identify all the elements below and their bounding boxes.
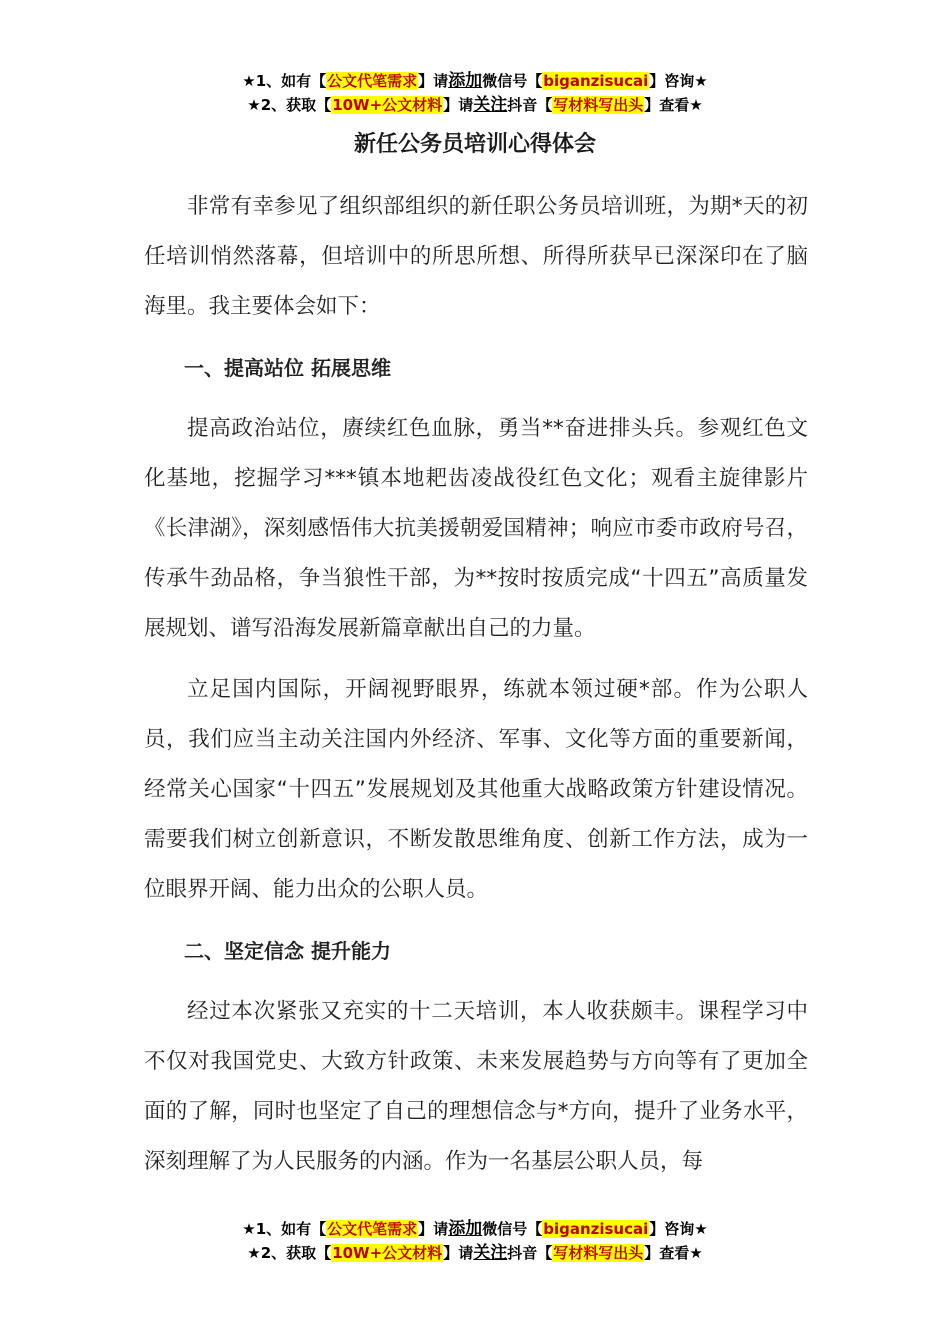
promo-underline: 添加 xyxy=(448,1219,483,1239)
promo-text: ★1、如有【 xyxy=(242,1220,327,1238)
promo-underline: 关注 xyxy=(473,95,508,115)
promo-footer xyxy=(0,1217,950,1265)
promo-text: 微信号【 xyxy=(482,72,543,90)
paragraph-intro: 非常有幸参见了组织部组织的新任职公务员培训班，为期*天的初任培训悄然落幕，但培训中的所思所想、所得所获早已深深印在了脑海里。我主要体会如下： xyxy=(144,194,808,319)
promo-line-1 xyxy=(0,1217,950,1241)
promo-text: 】请 xyxy=(418,1220,449,1238)
promo-text: ★1、如有【 xyxy=(242,72,327,90)
promo-underline: 关注 xyxy=(473,1243,508,1263)
promo-text: 】咨询★ xyxy=(649,1220,708,1238)
document-title: 新任公务员培训心得体会 xyxy=(353,132,596,157)
promo-text: 】请 xyxy=(443,96,474,114)
promo-text: ★2、获取【 xyxy=(247,96,332,114)
promo-line-2 xyxy=(0,93,950,117)
section-heading-2: 二、坚定信念 提升能力 xyxy=(184,939,391,963)
paragraph: 提高政治站位，赓续红色血脉，勇当**奋进排头兵。参观红色文化基地，挖掘学习***镇本地耙齿凌战役红色文化；观看主旋律影片《长津湖》，深刻感悟伟大抗美援朝爱国精神；响应市委市政府号召，传承牛劲品格，争当狼性干部，为**按时按质完成“十四五”高质量发展规划、谱写沿海发展新篇章献出自己的力量。 xyxy=(144,416,808,641)
promo-highlight: 公文代笔需求 xyxy=(327,1220,418,1238)
promo-line-1 xyxy=(0,69,950,93)
promo-highlight: biganzisucai xyxy=(543,72,649,90)
promo-highlight: 写材料写出头 xyxy=(553,1244,644,1262)
promo-highlight: 10W+公文材料 xyxy=(332,96,443,114)
promo-text: 】咨询★ xyxy=(649,72,708,90)
paragraph: 立足国内国际，开阔视野眼界，练就本领过硬*部。作为公职人员，我们应当主动关注国内外经济、军事、文化等方面的重要新闻，经常关心国家“十四五”发展规划及其他重大战略政策方针建设情况。需要我们树立创新意识，不断发散思维角度、创新工作方法，成为一位眼界开阔、能力出众的公职人员。 xyxy=(144,677,808,902)
promo-header xyxy=(0,69,950,117)
promo-text: 】请 xyxy=(443,1244,474,1262)
promo-highlight: biganzisucai xyxy=(543,1220,649,1238)
promo-text: 抖音【 xyxy=(507,1244,553,1262)
promo-highlight: 10W+公文材料 xyxy=(332,1244,443,1262)
promo-highlight: 写材料写出头 xyxy=(553,96,644,114)
promo-text: 】请 xyxy=(418,72,449,90)
promo-text: 】查看★ xyxy=(644,1244,703,1262)
document-body xyxy=(144,182,808,1198)
paragraph: 经过本次紧张又充实的十二天培训，本人收获颇丰。课程学习中不仅对我国党史、大致方针政策、未来发展趋势与方向等有了更加全面的了解，同时也坚定了自己的理想信念与*方向，提升了业务水平，深刻理解了为人民服务的内涵。作为一名基层公职人员，每 xyxy=(144,999,808,1174)
promo-text: 抖音【 xyxy=(507,96,553,114)
promo-text: ★2、获取【 xyxy=(247,1244,332,1262)
promo-text: 微信号【 xyxy=(482,1220,543,1238)
promo-text: 】查看★ xyxy=(644,96,703,114)
promo-line-2 xyxy=(0,1241,950,1265)
promo-underline: 添加 xyxy=(448,71,483,91)
promo-highlight: 公文代笔需求 xyxy=(327,72,418,90)
section-heading-1: 一、提高站位 拓展思维 xyxy=(184,356,391,380)
